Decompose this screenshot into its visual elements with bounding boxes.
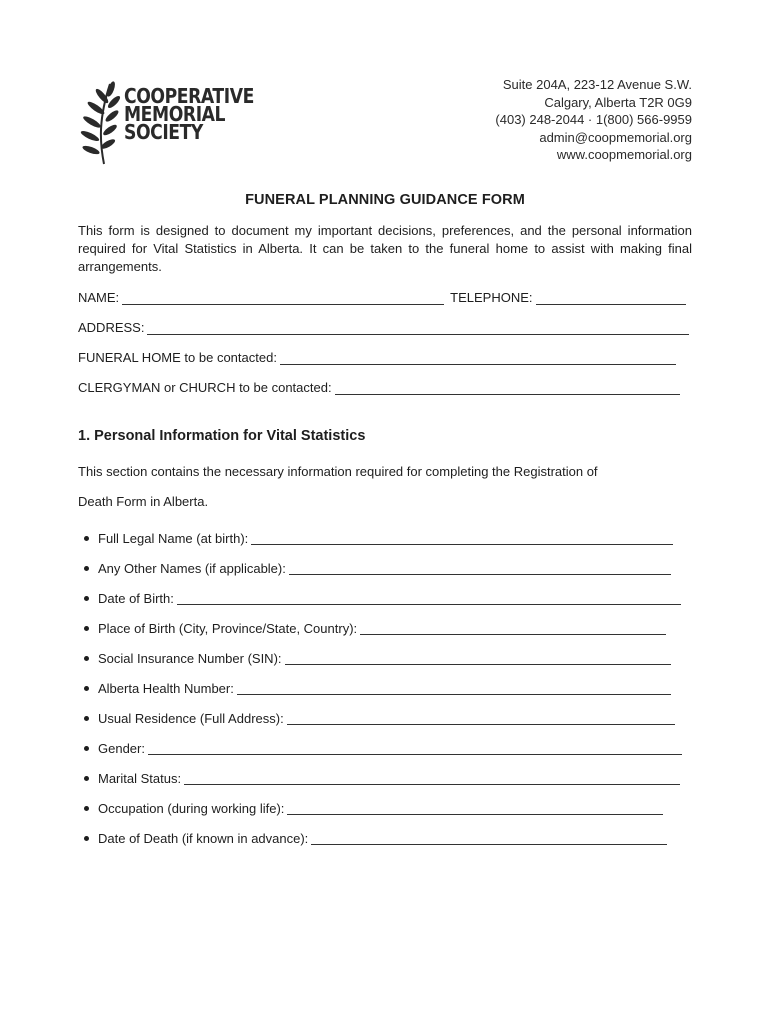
- name-row: [78, 290, 686, 305]
- date-of-birth-field[interactable]: [177, 591, 681, 605]
- address-row: [78, 320, 689, 335]
- logo-line: COOPERATIVE: [124, 84, 254, 108]
- address-label: ADDRESS:: [78, 320, 145, 335]
- item-label: Date of Death (if known in advance):: [98, 830, 309, 846]
- list-item: [78, 823, 682, 853]
- list-item: [78, 583, 682, 613]
- full-legal-name-field[interactable]: [251, 531, 673, 545]
- form-title: FUNERAL PLANNING GUIDANCE FORM: [245, 192, 525, 208]
- occupation-field[interactable]: [287, 801, 663, 815]
- name-field[interactable]: [122, 291, 444, 305]
- item-label: Place of Birth (City, Province/State, Country):: [98, 620, 358, 636]
- list-item: [78, 703, 682, 733]
- list-item: [78, 643, 682, 673]
- item-label: Social Insurance Number (SIN):: [98, 650, 282, 666]
- olive-branch-icon: [80, 80, 124, 166]
- gender-field[interactable]: [148, 741, 682, 755]
- health-number-field[interactable]: [237, 681, 671, 695]
- section-heading: 1. Personal Information for Vital Statistics: [78, 428, 366, 444]
- place-of-birth-field[interactable]: [360, 621, 666, 635]
- marital-status-field[interactable]: [184, 771, 680, 785]
- list-item: [78, 523, 682, 553]
- telephone-field[interactable]: [536, 291, 686, 305]
- intro-paragraph: This form is designed to document my important decisions, preferences, and the personal information required for Vital Statistics in Alberta. It can be taken to the funeral home to assist with making final arrangements.: [78, 223, 692, 274]
- item-label: Alberta Health Number:: [98, 680, 234, 696]
- address-line: Calgary, Alberta T2R 0G9: [544, 94, 692, 110]
- item-label: Full Legal Name (at birth):: [98, 530, 249, 546]
- item-label: Usual Residence (Full Address):: [98, 710, 284, 726]
- section-description-cont: Death Form in Alberta.: [78, 494, 209, 509]
- other-names-field[interactable]: [289, 561, 671, 575]
- list-item: [78, 673, 682, 703]
- address-field[interactable]: [147, 321, 689, 335]
- item-label: Gender:: [98, 740, 145, 756]
- website-link[interactable]: www.coopmemorial.org: [556, 147, 692, 162]
- clergy-label: CLERGYMAN or CHURCH to be contacted:: [78, 380, 332, 395]
- logo-line: SOCIETY: [124, 120, 203, 144]
- logo-line: MEMORIAL: [124, 102, 226, 126]
- phone-line: (403) 248-2044 · 1(800) 566-9959: [495, 112, 692, 127]
- item-label: Any Other Names (if applicable):: [98, 560, 286, 576]
- sin-field[interactable]: [285, 651, 671, 665]
- clergy-field[interactable]: [335, 381, 680, 395]
- address-line: Suite 204A, 223-12 Avenue S.W.: [502, 77, 692, 92]
- item-label: Occupation (during working life):: [98, 800, 285, 816]
- list-item: [78, 553, 682, 583]
- funeral-home-label: FUNERAL HOME to be contacted:: [78, 350, 277, 365]
- section-description: This section contains the necessary information required for completing the Registration of: [78, 464, 598, 479]
- society-logo: [80, 80, 260, 166]
- clergy-row: [78, 380, 680, 395]
- funeral-home-field[interactable]: [280, 351, 676, 365]
- telephone-label: TELEPHONE:: [450, 290, 533, 305]
- item-label: Date of Birth:: [98, 590, 174, 606]
- funeral-home-row: [78, 350, 676, 365]
- list-item: [78, 733, 682, 763]
- contact-address-block: [495, 76, 692, 164]
- item-label: Marital Status:: [98, 770, 182, 786]
- usual-residence-field[interactable]: [287, 711, 675, 725]
- email-link[interactable]: admin@coopmemorial.org: [539, 129, 692, 145]
- logo-wordmark: [124, 84, 254, 144]
- list-item: [78, 613, 682, 643]
- date-of-death-field[interactable]: [311, 831, 667, 845]
- list-item: [78, 763, 682, 793]
- name-label: NAME:: [78, 290, 120, 305]
- vital-statistics-list: [78, 523, 682, 853]
- list-item: [78, 793, 682, 823]
